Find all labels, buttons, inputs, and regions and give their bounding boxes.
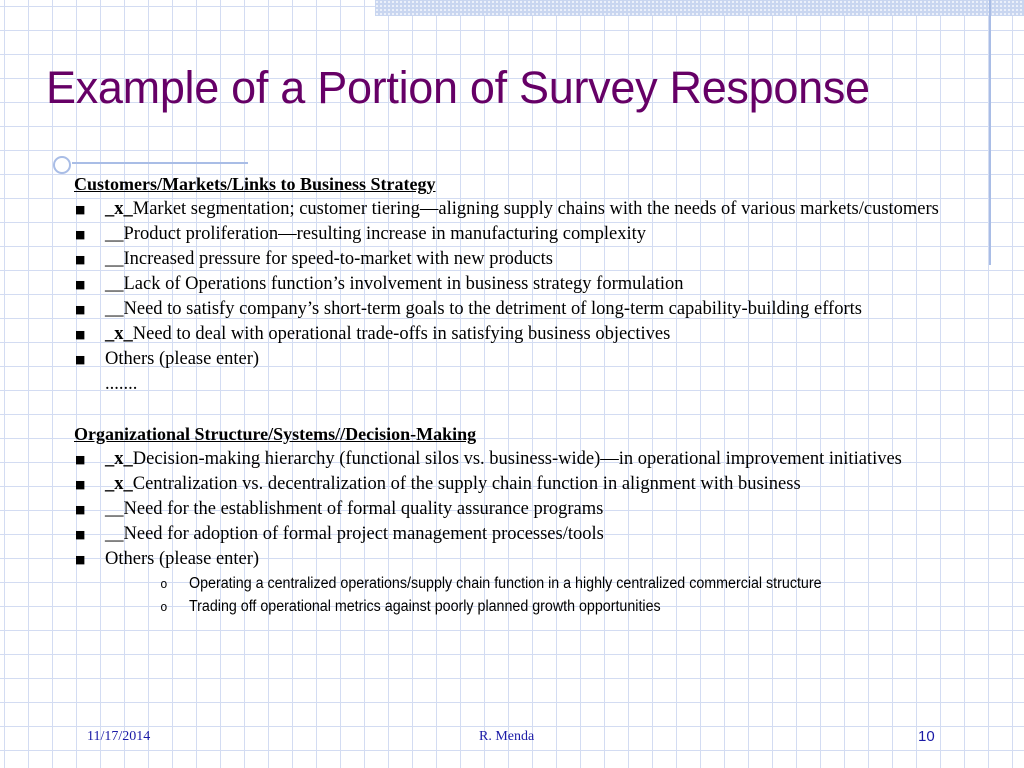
list-item	[74, 297, 1004, 322]
response-marker: _x_	[105, 199, 133, 219]
section-spacer	[74, 397, 1004, 422]
square-bullet-icon	[75, 272, 85, 297]
footer-date: 11/17/2014	[87, 729, 151, 744]
list-item	[74, 497, 1004, 522]
list-item	[160, 595, 929, 618]
bullet-list-customers	[74, 197, 1004, 372]
others-entry-ellipsis: .......	[105, 374, 138, 394]
list-item	[74, 322, 1004, 347]
list-item	[160, 572, 929, 595]
square-bullet-icon	[75, 247, 85, 272]
square-bullet-icon	[75, 222, 85, 247]
item-text: Lack of Operations function’s involvement in business strategy formulation	[123, 274, 684, 294]
list-item	[74, 547, 1004, 572]
list-item	[74, 447, 1004, 472]
square-bullet-icon	[75, 547, 85, 572]
item-text: Product proliferation—resulting increase in manufacturing complexity	[123, 224, 646, 244]
item-text: Need to satisfy company’s short-term goals to the detriment of long-term capability-building efforts	[123, 299, 862, 319]
response-marker: __	[105, 249, 124, 269]
list-item	[74, 247, 1004, 272]
item-text: Decision-making hierarchy (functional silos vs. business-wide)—in operational improvement initiatives	[132, 449, 902, 469]
list-item	[74, 347, 1004, 372]
list-item	[74, 522, 1004, 547]
item-text: Need for adoption of formal project management processes/tools	[123, 524, 604, 544]
item-text: Others (please enter)	[105, 349, 260, 369]
response-marker: __	[105, 274, 124, 294]
slide-title: Example of a Portion of Survey Response	[46, 62, 870, 113]
title-decor-circle	[53, 156, 71, 174]
slide-content	[74, 172, 1004, 618]
item-text: Market segmentation; customer tiering—aligning supply chains with the needs of various markets/customers	[132, 199, 939, 219]
response-marker: __	[105, 499, 124, 519]
item-text: Need for the establishment of formal quality assurance programs	[123, 499, 604, 519]
square-bullet-icon	[75, 322, 85, 347]
square-bullet-icon	[75, 197, 85, 222]
list-item	[74, 272, 1004, 297]
circle-bullet-icon: o	[160, 599, 168, 614]
sub-item-text: Operating a centralized operations/supply chain function in a highly centralized commercial structure	[189, 575, 822, 592]
response-marker: _x_	[105, 474, 133, 494]
square-bullet-icon	[75, 297, 85, 322]
list-item	[74, 222, 1004, 247]
list-item	[74, 472, 1004, 497]
sub-item-text: Trading off operational metrics against poorly planned growth opportunities	[189, 598, 661, 615]
circle-bullet-icon: o	[160, 576, 168, 591]
response-marker: __	[105, 224, 124, 244]
title-decor-rule	[72, 162, 248, 164]
square-bullet-icon	[75, 522, 85, 547]
response-marker: _x_	[105, 449, 133, 469]
page-number: 10	[918, 728, 935, 745]
item-text: Centralization vs. decentralization of the supply chain function in alignment with business	[132, 474, 801, 494]
section-heading-customers: Customers/Markets/Links to Business Strategy	[74, 174, 436, 194]
list-item	[74, 197, 1004, 222]
bullet-list-organization	[74, 447, 1004, 572]
sub-bullet-list	[74, 572, 930, 618]
item-text: Need to deal with operational trade-offs in satisfying business objectives	[132, 324, 671, 344]
section-heading-organization: Organizational Structure/Systems//Decision-Making	[74, 424, 477, 444]
response-marker: __	[105, 299, 124, 319]
header-decor-band	[375, 0, 1024, 16]
square-bullet-icon	[75, 497, 85, 522]
square-bullet-icon	[75, 472, 85, 497]
item-text: Others (please enter)	[105, 549, 260, 569]
footer-author: R. Menda	[479, 729, 535, 744]
item-text: Increased pressure for speed-to-market with new products	[123, 249, 553, 269]
response-marker: __	[105, 524, 124, 544]
response-marker: _x_	[105, 324, 133, 344]
square-bullet-icon	[75, 447, 85, 472]
square-bullet-icon	[75, 347, 85, 372]
